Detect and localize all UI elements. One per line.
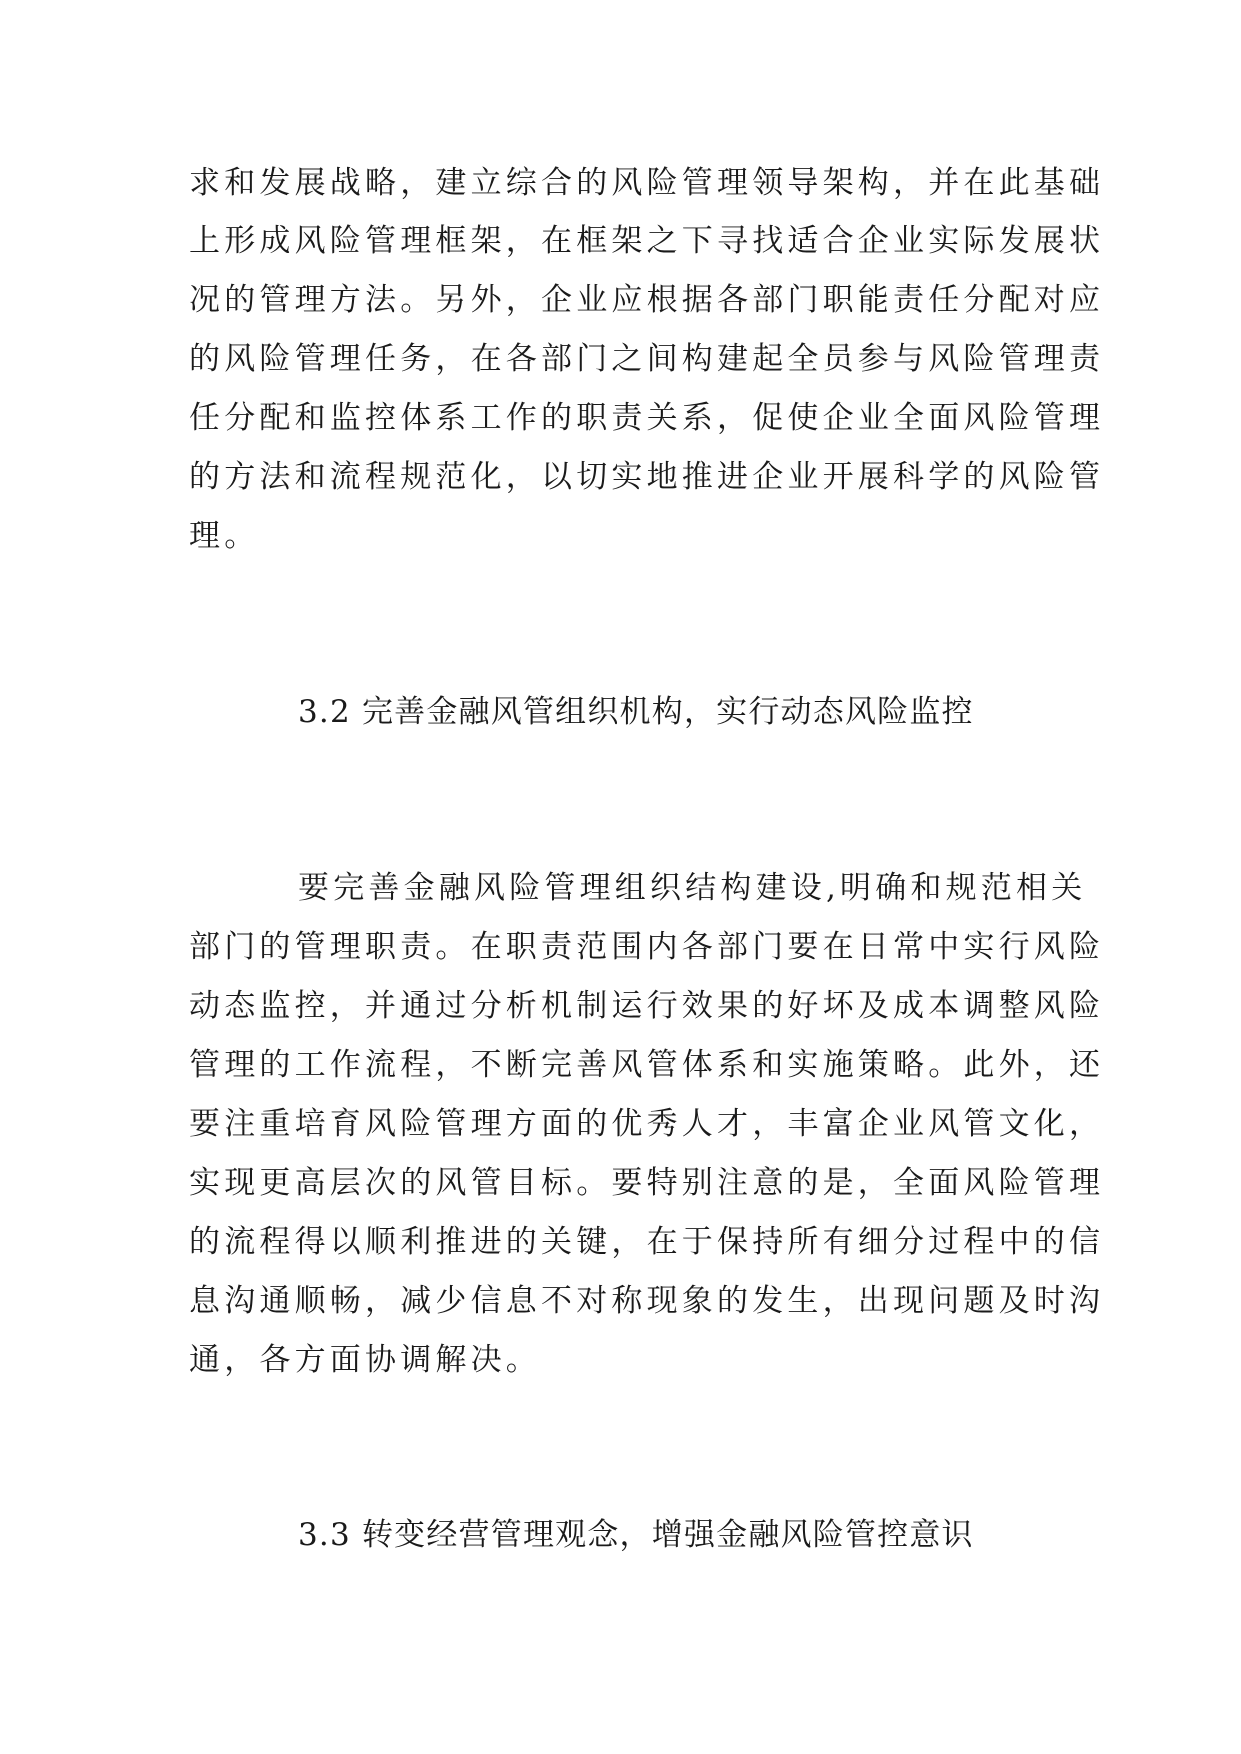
paragraph-1-line-2: 上形成风险管理框架，在框架之下寻找适合企业实际发展状	[189, 223, 1105, 259]
paragraph-2-line-3: 动态监控，并通过分析机制运行效果的好坏及成本调整风险	[189, 988, 1105, 1024]
section-heading-3-3: 3.3 转变经营管理观念，增强金融风险管控意识	[298, 1517, 974, 1553]
paragraph-2-line-5: 要注重培育风险管理方面的优秀人才，丰富企业风管文化，	[189, 1106, 1105, 1142]
paragraph-2-line-1: 要完善金融风险管理组织结构建设,明确和规范相关	[298, 870, 1087, 906]
paragraph-1-line-7: 理。	[189, 518, 260, 554]
paragraph-2-line-4: 管理的工作流程，不断完善风管体系和实施策略。此外，还	[189, 1047, 1105, 1083]
paragraph-2-line-2: 部门的管理职责。在职责范围内各部门要在日常中实行风险	[189, 929, 1105, 965]
paragraph-2-line-7: 的流程得以顺利推进的关键，在于保持所有细分过程中的信	[189, 1224, 1105, 1260]
paragraph-1-line-4: 的风险管理任务，在各部门之间构建起全员参与风险管理责	[189, 341, 1105, 377]
paragraph-1-line-3: 况的管理方法。另外，企业应根据各部门职能责任分配对应	[189, 282, 1105, 318]
paragraph-1-line-5: 任分配和监控体系工作的职责关系，促使企业全面风险管理	[189, 400, 1105, 436]
paragraph-1-line-1: 求和发展战略，建立综合的风险管理领导架构，并在此基础	[189, 165, 1105, 201]
paragraph-2-line-6: 实现更高层次的风管目标。要特别注意的是，全面风险管理	[189, 1165, 1105, 1201]
section-heading-3-2: 3.2 完善金融风管组织机构，实行动态风险监控	[298, 694, 974, 730]
paragraph-1-line-6: 的方法和流程规范化，以切实地推进企业开展科学的风险管	[189, 459, 1105, 495]
paragraph-2-line-9: 通，各方面协调解决。	[189, 1342, 541, 1378]
paragraph-2-line-8: 息沟通顺畅，减少信息不对称现象的发生，出现问题及时沟	[189, 1283, 1105, 1319]
